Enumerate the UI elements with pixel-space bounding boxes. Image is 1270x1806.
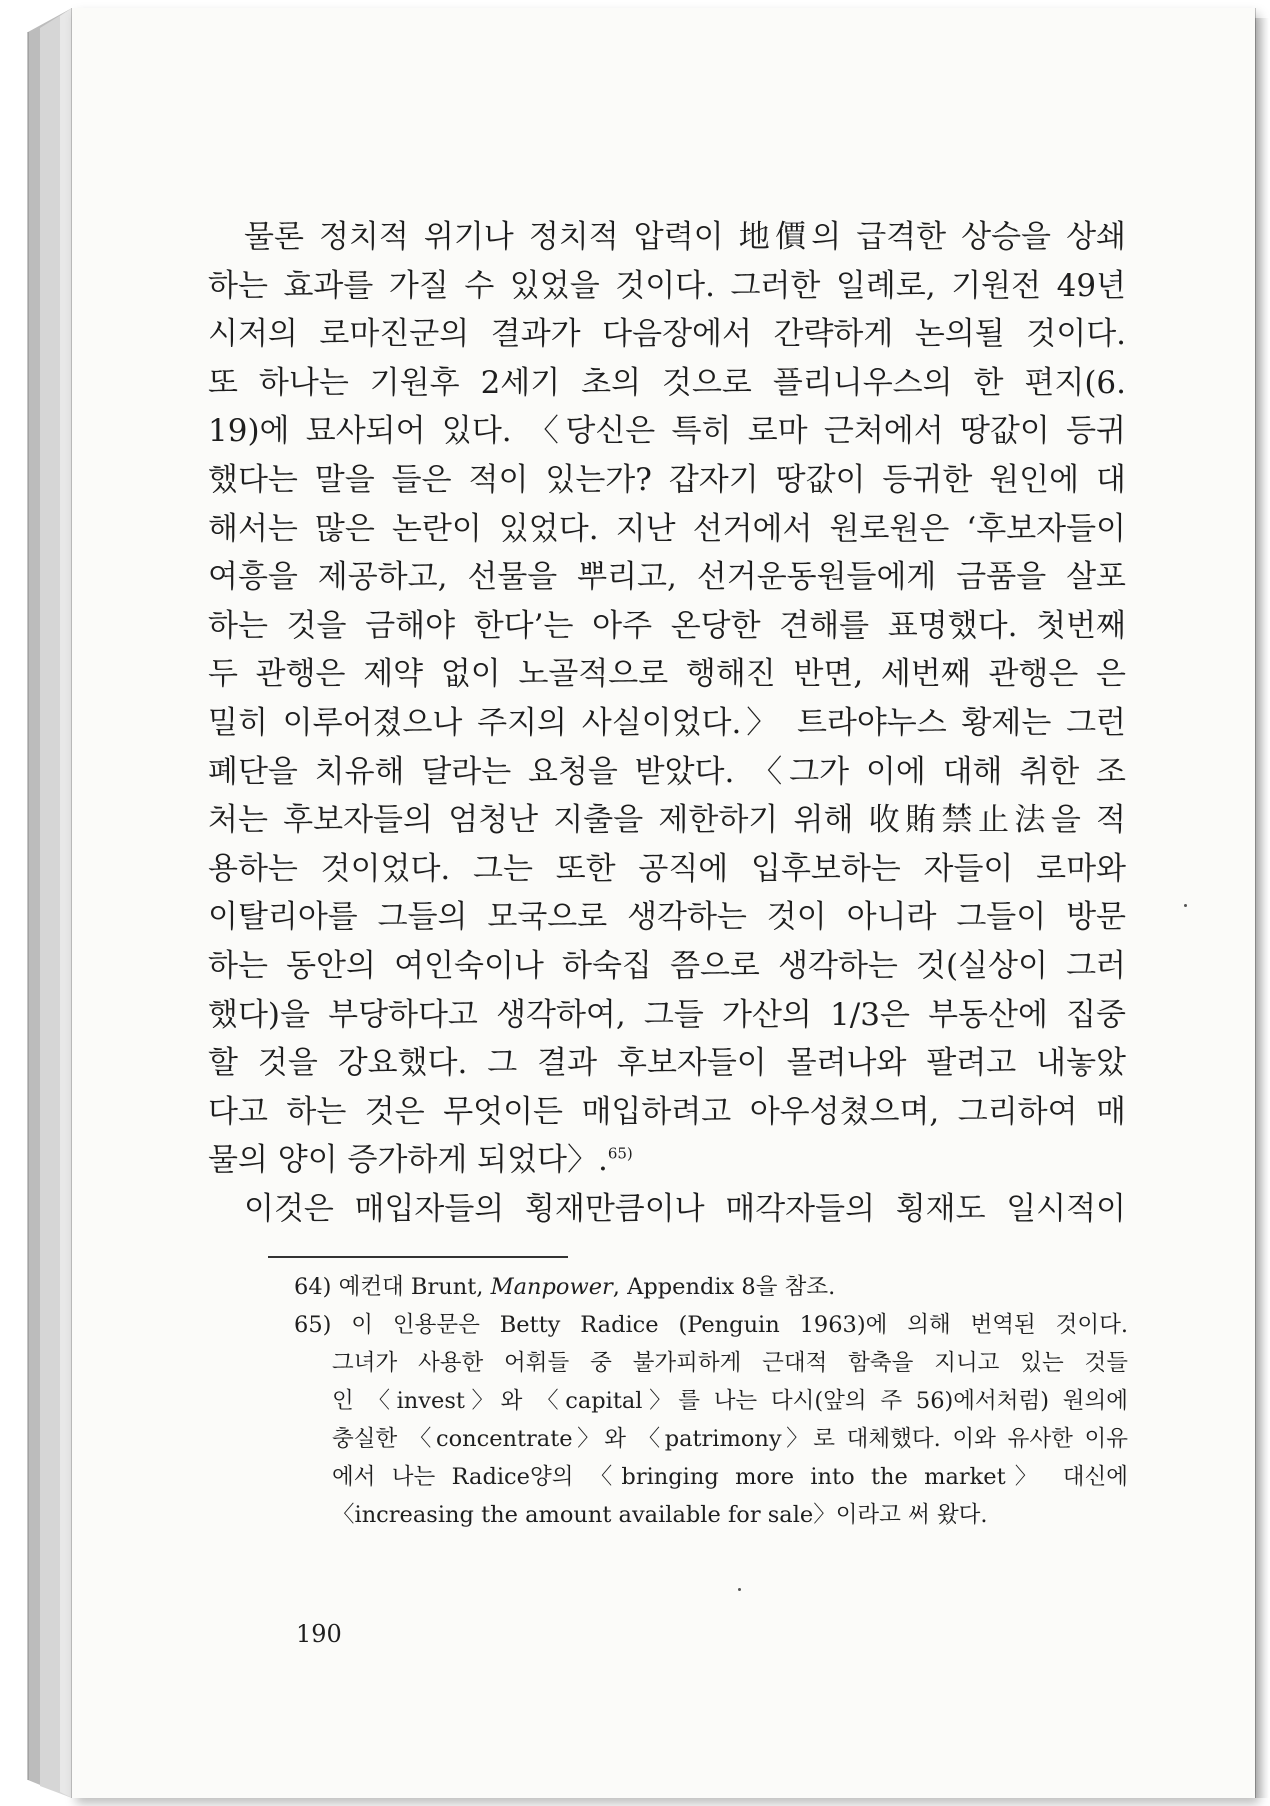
body-line: 여흥을 제공하고, 선물을 뿌리고, 선거운동원들에게 금품을 살포 (208, 559, 1126, 596)
body-line: 이것은 매입자들의 횡재만큼이나 매각자들의 횡재도 일시적이 (244, 1190, 1126, 1227)
footnote-number: 65) (294, 1312, 332, 1338)
page-number: 190 (296, 1620, 342, 1648)
footnote-line: 인 〈invest〉와 〈capital〉를 나는 다시(앞의 주 56)에서처럼) 원의에 (332, 1388, 1128, 1414)
body-line: 하는 것을 금해야 한다’는 아주 온당한 견해를 표명했다. 첫번째 (208, 607, 1126, 644)
scan-speck (738, 1588, 741, 1591)
body-line (208, 1136, 1126, 1185)
body-line: 용하는 것이었다. 그는 또한 공직에 입후보하는 자들이 로마와 (208, 850, 1126, 887)
footnote-line: 충실한 〈concentrate〉와 〈patrimony〉로 대체했다. 이와 유사한 이유 (332, 1426, 1128, 1452)
footnotes (294, 1268, 1128, 1534)
footnote-text: 예컨대 Brunt, (338, 1274, 484, 1300)
body-line-text: 물의 양이 증가하게 되었다〉. (208, 1142, 608, 1179)
body-line: 물론 정치적 위기나 정치적 압력이 地價의 급격한 상승을 상쇄 (244, 219, 1126, 255)
body-line: 또 하나는 기원후 2세기 초의 것으로 플리니우스의 한 편지(6. (208, 364, 1126, 401)
footnote-64 (294, 1268, 1128, 1306)
footnote-line: 〈increasing the amount available for sale〉이라고 써 왔다. (332, 1502, 988, 1528)
body-line: 밀히 이루어졌으나 주지의 사실이었다.〉 트라야누스 황제는 그런 (208, 704, 1126, 741)
footnote-65 (294, 1306, 1128, 1534)
body-line: 이탈리아를 그들의 모국으로 생각하는 것이 아니라 그들이 방문 (208, 899, 1126, 936)
footnote-line (294, 1306, 1128, 1344)
body-line: 두 관행은 제약 없이 노골적으로 행해진 반면, 세번째 관행은 은 (208, 656, 1126, 693)
body-line: 처는 후보자들의 엄청난 지출을 제한하기 위해 收賄禁止法을 적 (208, 802, 1126, 839)
footnote-line: 그녀가 사용한 어휘들 중 불가피하게 근대적 함축을 지니고 있는 것들 (332, 1350, 1128, 1376)
body-line: 폐단을 치유해 달라는 요청을 받았다. 〈그가 이에 대해 취한 조 (208, 753, 1126, 790)
footnote-text: , Appendix 8을 참조. (612, 1274, 836, 1300)
scan-speck (1184, 904, 1187, 907)
body-line: 해서는 많은 논란이 있었다. 지난 선거에서 원로원은 ‘후보자들이 (208, 510, 1126, 547)
body-line: 19)에 묘사되어 있다. 〈당신은 특히 로마 근처에서 땅값이 등귀 (208, 413, 1126, 450)
body-line: 할 것을 강요했다. 그 결과 후보자들이 몰려나와 팔려고 내놓았 (208, 1045, 1126, 1082)
main-text (208, 213, 1126, 1233)
footnote-text: 이 인용문은 Betty Radice (Penguin 1963)에 의해 번역된 것이다. (351, 1312, 1128, 1338)
body-line: 했다)을 부당하다고 생각하여, 그들 가산의 1/3은 부동산에 집중 (208, 996, 1126, 1033)
body-line: 시저의 로마진군의 결과가 다음장에서 간략하게 논의될 것이다. (208, 316, 1126, 353)
footnote-line (294, 1268, 1128, 1306)
body-line: 하는 동안의 여인숙이나 하숙집 쯤으로 생각하는 것(실상이 그러 (208, 947, 1126, 984)
body-line: 했다는 말을 들은 적이 있는가? 갑자기 땅값이 등귀한 원인에 대 (208, 461, 1126, 498)
footnote-italic-title: Manpower (490, 1274, 613, 1300)
footnote-ref-65: 65) (607, 1144, 633, 1163)
footnote-rule (268, 1256, 568, 1258)
body-line: 하는 효과를 가질 수 있었을 것이다. 그러한 일례로, 기원전 49년 (208, 267, 1126, 304)
footnote-number: 64) (294, 1274, 332, 1300)
footnote-line: 에서 나는 Radice양의 〈bringing more into the market〉 대신에 (332, 1464, 1128, 1490)
page-edge-shadow (1255, 18, 1269, 1798)
body-line: 다고 하는 것은 무엇이든 매입하려고 아우성쳤으며, 그리하여 매 (208, 1093, 1126, 1130)
